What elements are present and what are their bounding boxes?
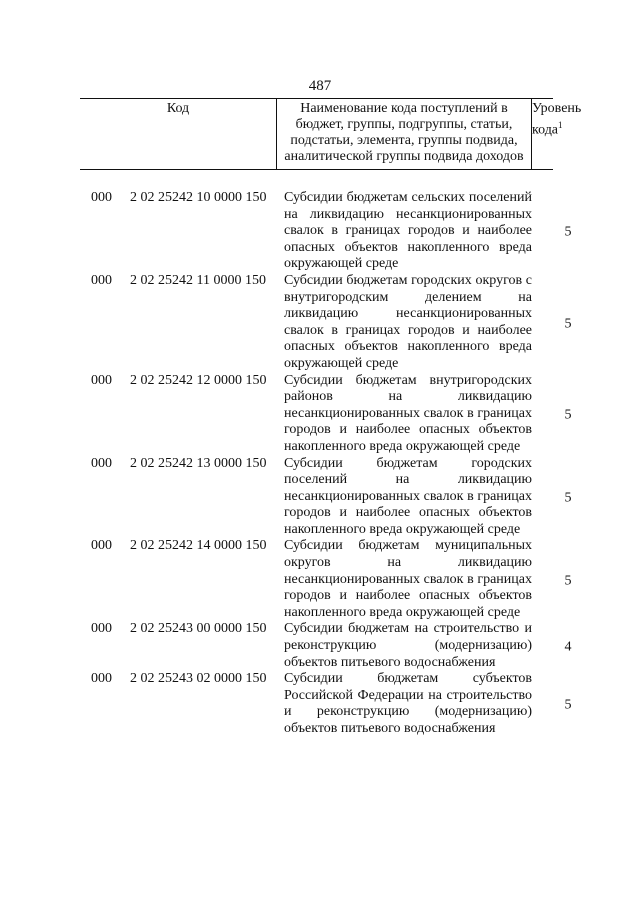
table-row (0, 621, 640, 671)
header-name-column: Наименование кода поступлений в бюджет, группы, подгруппы, статьи, подстатьи, элемента, группы подвида, аналитической группы подвида доходов (276, 99, 532, 169)
table-row (0, 273, 640, 373)
row-description: Субсидии бюджетам городских поселений на ликвидацию несанкционированных свалок в границах городов и наиболее опасных объектов накопленного вреда окружающей среде (284, 455, 532, 537)
row-level: 5 (564, 316, 572, 332)
row-revenue-code: 2 02 25242 10 0000 150 (130, 190, 267, 205)
header-level-word: кода (532, 122, 559, 138)
page-number: 487 (308, 78, 332, 94)
row-admin-code: 000 (91, 671, 112, 687)
header-code-column: Код (166, 101, 190, 116)
header-level-line2 (532, 117, 562, 139)
row-admin-code: 000 (91, 372, 112, 388)
row-description: Субсидии бюджетам субъектов Российской Федерации на строительство и реконструкцию (модернизацию) объектов питьевого водоснабжения (284, 671, 532, 736)
row-description: Субсидии бюджетам сельских поселений на ликвидацию несанкционированных свалок в границах городов и наиболее опасных объектов накопленного вреда окружающей среде (284, 190, 532, 272)
row-revenue-code: 2 02 25243 02 0000 150 (130, 671, 267, 687)
header-level-line1: Уровень (532, 101, 582, 116)
row-admin-code: 000 (91, 538, 112, 554)
row-revenue-code: 2 02 25243 00 0000 150 (130, 621, 267, 637)
row-description: Субсидии бюджетам городских округов с внутригородским делением на ликвидацию несанкционированных свалок в границах городов и наиболее опасных объектов накопленного вреда окружающей среде (284, 272, 532, 371)
row-description: Субсидии бюджетам на строительство и реконструкцию (модернизацию) объектов питьевого водоснабжения (284, 621, 532, 670)
header-level-footnote: 1 (558, 120, 563, 130)
row-level: 5 (564, 573, 572, 589)
row-revenue-code: 2 02 25242 11 0000 150 (130, 272, 266, 288)
table-row (0, 538, 640, 621)
table-row (0, 671, 640, 737)
row-level: 4 (564, 639, 572, 655)
row-level: 5 (564, 407, 572, 423)
row-level: 5 (564, 224, 572, 240)
row-level: 5 (564, 697, 572, 713)
row-description: Субсидии бюджетам внутригородских районов на ликвидацию несанкционированных свалок в границах городов и наиболее опасных объектов накопленного вреда окружающей среде (284, 372, 532, 454)
table-body (0, 190, 640, 738)
table-row (0, 456, 640, 539)
table-header (80, 98, 582, 170)
row-description: Субсидии бюджетам муниципальных округов на ликвидацию несанкционированных свалок в границах городов и наиболее опасных объектов накопленного вреда окружающей среде (284, 538, 532, 620)
row-admin-code: 000 (91, 190, 112, 205)
table-row (0, 373, 640, 456)
table-row (0, 190, 640, 273)
row-revenue-code: 2 02 25242 12 0000 150 (130, 372, 267, 388)
header-level-column (532, 99, 582, 169)
row-admin-code: 000 (91, 621, 112, 637)
row-admin-code: 000 (91, 455, 112, 471)
row-level: 5 (564, 490, 572, 506)
row-revenue-code: 2 02 25242 13 0000 150 (130, 455, 267, 471)
row-revenue-code: 2 02 25242 14 0000 150 (130, 538, 267, 554)
row-admin-code: 000 (91, 272, 112, 288)
